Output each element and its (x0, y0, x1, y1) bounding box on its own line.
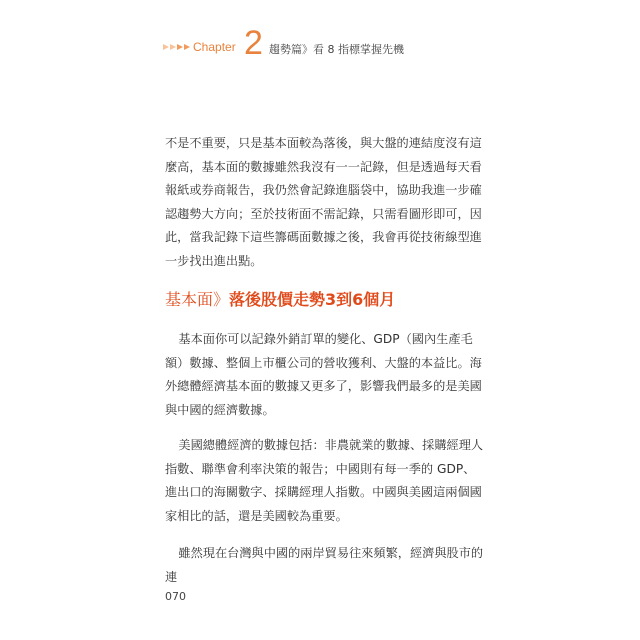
page-number: 070 (165, 590, 186, 603)
paragraph-3-text: 美國總體經濟的數據包括：非農就業的數據、採購經理人指數、聯準會利率決策的報告；中國則有每一季的 GDP、進出口的海關數字、採購經理人指數。中國與美國這兩個國家相比的話，還是美國較為重要。 (165, 438, 484, 523)
chapter-label: Chapter (193, 40, 236, 54)
paragraph-1-text: 不是不重要，只是基本面較為落後，與大盤的連結度沒有這麼高，基本面的數據雖然我沒有一一記錄，但是透過每天看報紙或券商報告，我仍然會記錄進腦袋中，協助我進一步確認趨勢大方向；至於技術面不需記錄，只需看圖形即可，因此，當我記錄下這些籌碼面數據之後，我會再從技術線型進一步找出進出點。 (165, 136, 482, 268)
paragraph-2 (165, 328, 485, 422)
paragraph-4 (165, 542, 485, 589)
arrow-bullets-icon (163, 44, 190, 50)
paragraph-1 (165, 132, 485, 274)
section-heading: 趨勢篇》看 8 指標掌握先機 (269, 43, 404, 56)
section-title-main: 落後股價走勢3到6個月 (229, 290, 396, 309)
section-title (165, 287, 395, 310)
section-title-lead: 基本面》 (165, 290, 230, 309)
paragraph-4-text: 雖然現在台灣與中國的兩岸貿易往來頻繁，經濟與股市的連 (165, 546, 484, 584)
chapter-header (163, 24, 623, 66)
paragraph-2-text: 基本面你可以記錄外銷訂單的變化、GDP（國內生產毛額）數據、整個上市櫃公司的營收獲利、大盤的本益比。海外總體經濟基本面的數據又更多了，影響我們最多的是美國與中國的經濟數據。 (165, 332, 482, 417)
chapter-number: 2 (244, 24, 263, 62)
paragraph-3 (165, 434, 485, 528)
